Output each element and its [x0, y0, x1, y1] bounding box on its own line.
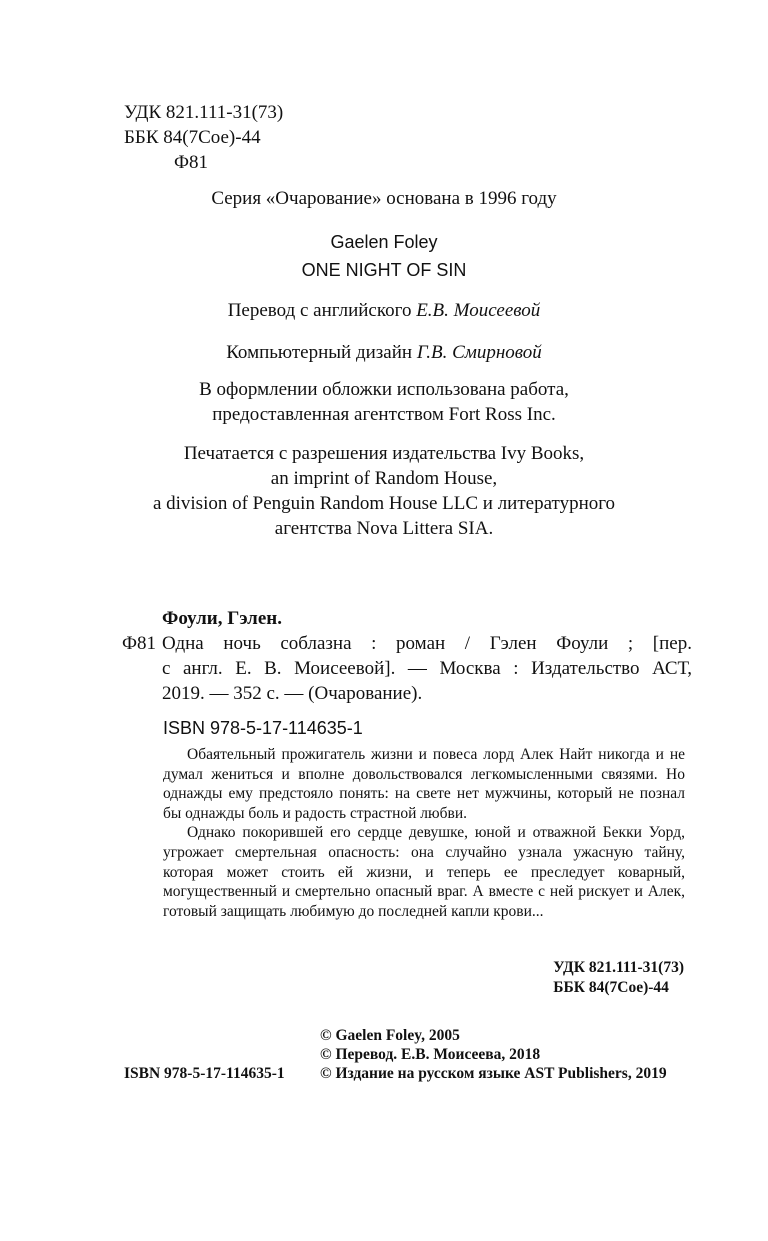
copyright-line: © Перевод. Е.В. Моисеева, 2018	[320, 1046, 541, 1063]
translation-prefix: Перевод с английского	[227, 300, 412, 321]
translator-name: Е.В. Моисеевой	[416, 300, 541, 321]
annotation-paragraph: Однако покорившей его сердце девушке, юной и отважной Бекки Уорд, угрожает смертельная опасность: она случайно узнала ужасную тайну, которая может стоить ей жизни, и теперь ее преследует коварный, могущественный и смертельно опасный враг. А вместе с ней рискует и Алек, готовый защищать любимую до последней капли крови...	[163, 824, 685, 920]
copyright-block	[124, 1026, 686, 1083]
biblio-line: Одна ночь соблазна : роман / Гэлен Фоули ; [пер.	[162, 633, 692, 654]
bbk-code: ББК 84(7Сое)-44	[124, 127, 261, 148]
biblio-entry	[122, 631, 692, 706]
biblio-text	[162, 631, 692, 706]
permission-line: агентства Nova Littera SIA.	[274, 518, 494, 539]
original-author: Gaelen Foley	[330, 232, 438, 252]
design-prefix: Компьютерный дизайн	[226, 342, 413, 363]
original-title: ONE NIGHT OF SIN	[301, 260, 467, 280]
copyright-isbn: ISBN 978-5-17-114635-1	[124, 1065, 285, 1082]
isbn-line: ISBN 978-5-17-114635-1	[163, 718, 363, 738]
permission-line: Печатается с разрешения издательства Ivy Books,	[183, 443, 585, 464]
design-credit	[100, 340, 668, 365]
annotation-udk: УДК 821.111-31(73)	[553, 959, 684, 976]
cover-note-line: В оформлении обложки использована работа,	[199, 379, 569, 400]
annotation-bbk: ББК 84(7Сое)-44	[553, 979, 669, 996]
permission-note	[100, 441, 668, 541]
copyright-line: © Издание на русском языке AST Publishers, 2019	[320, 1065, 667, 1082]
annotation	[163, 745, 685, 921]
author-code: Ф81	[174, 152, 209, 173]
biblio-code: Ф81	[122, 633, 157, 654]
udk-code: УДК 821.111-31(73)	[124, 102, 284, 123]
permission-line: an imprint of Random House,	[270, 468, 498, 489]
designer-name: Г.В. Смирновой	[416, 342, 542, 363]
permission-line: a division of Penguin Random House LLC и литературного	[152, 493, 616, 514]
biblio-line: 2019. — 352 с. — (Очарование).	[162, 683, 423, 704]
translation-credit	[100, 298, 668, 323]
annotation-codes	[553, 958, 684, 998]
copyright-line: © Gaelen Foley, 2005	[320, 1027, 460, 1044]
bibliographic-record	[122, 606, 692, 706]
series-note: Серия «Очарование» основана в 1996 году	[211, 188, 557, 209]
cover-note	[100, 377, 668, 427]
biblio-line: с англ. Е. В. Моисеевой]. — Москва : Издательство АСТ,	[162, 658, 692, 679]
biblio-author: Фоули, Гэлен.	[162, 608, 282, 629]
classification-codes	[124, 100, 283, 175]
cover-note-line: предоставленная агентством Fort Ross Inc.	[212, 404, 556, 425]
annotation-paragraph: Обаятельный прожигатель жизни и повеса лорд Алек Найт никогда и не думал жениться и вполне довольствовался легкомысленными связями. Но однажды ему предстояло понять: на свете нет мужчины, который не познал бы однажды боль и радость страстной любви.	[163, 746, 685, 822]
